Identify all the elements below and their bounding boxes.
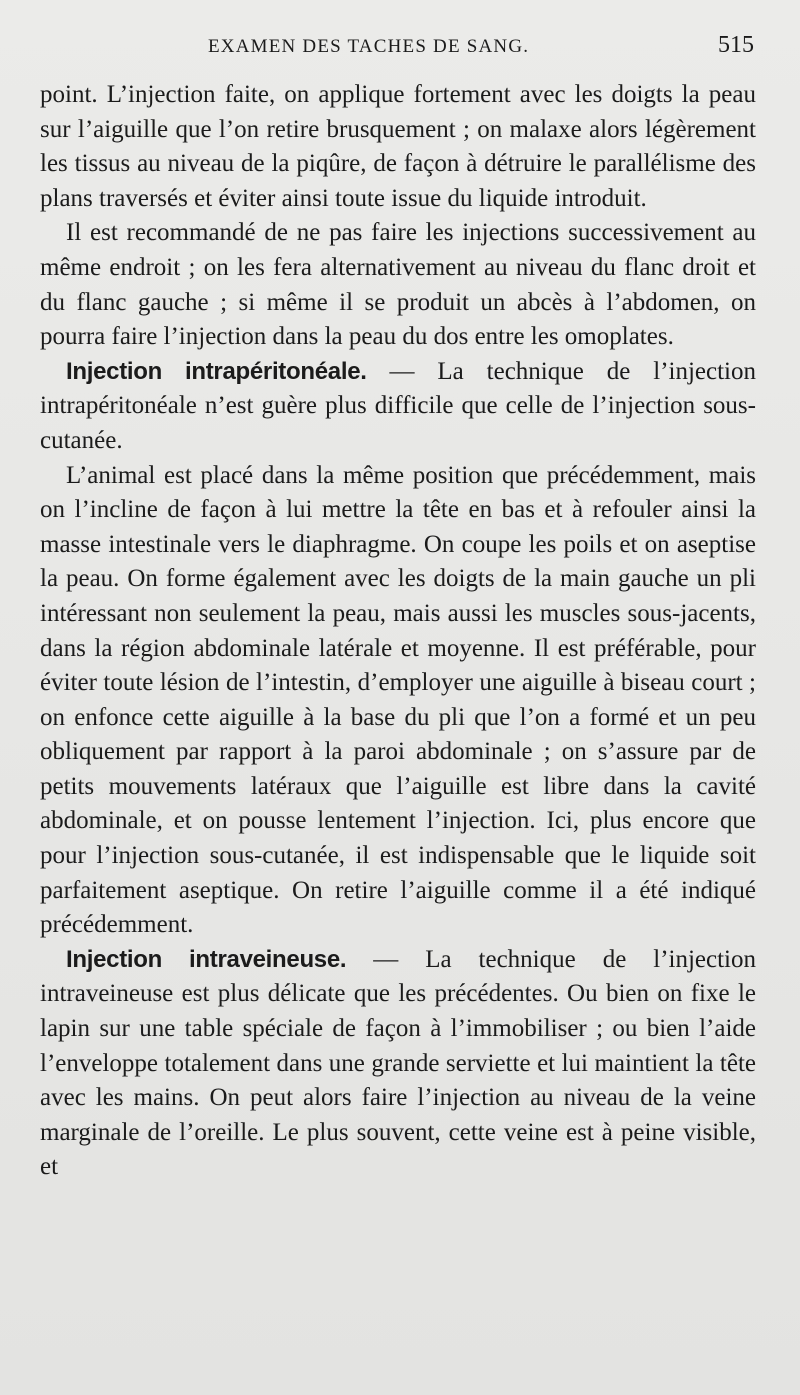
page-number: 515 (718, 32, 754, 58)
paragraph-text: — La technique de l’injection intraveineuse est plus délicate que les précédentes. Ou bien on fixe le lapin sur une table spéciale de façon à l’immobiliser ; ou bien l’aide l’enveloppe totalement dans une grande serviette et lui maintient la tête avec les mains. On peut alors faire l’injection au niveau de la veine marginale de l’oreille. Le plus souvent, cette veine est à peine visible, et (40, 945, 756, 1181)
section-heading-intraperitoneal: Injection intrapéritonéale. (66, 357, 367, 385)
paragraph-text: Il est recommandé de ne pas faire les injections successivement au même endroit ; on les fera alternativement au niveau du flanc droit et du flanc gauche ; si même il se produit un abcès à l’abdomen, on pourra faire l’injection dans la peau du dos entre les omoplates. (40, 219, 756, 351)
paragraph-procedure (40, 459, 756, 943)
paragraph-text: — La technique de l’injection intrapéritonéale n’est guère plus difficile que celle de l’injection sous-cutanée. (40, 357, 756, 454)
paragraph-injection-sites (40, 216, 756, 354)
paragraph-text: L’animal est placé dans la même position que précédemment, mais on l’incline de façon à lui mettre la tête en bas et à refouler ainsi la masse intestinale vers le diaphragme. On coupe les poils et on aseptise la peau. On forme également avec les doigts de la main gauche un pli intéressant non seulement la peau, mais aussi les muscles sous-jacents, dans la région abdominale latérale et moyenne. Il est préférable, pour éviter toute lésion de l’intestin, d’employer une aiguille à biseau court ; on enfonce cette aiguille à la base du pli que l’on a formé et un peu obliquement par rapport à la paroi abdominale ; on s’assure par de petits mouvements latéraux que l’aiguille est libre dans la cavité abdominale, et on pousse lentement l’injection. Ici, plus encore que pour l’injection sous-cutanée, il est indispensable que le liquide soit parfaitement aseptique. On retire l’aiguille comme il a été indiqué précédemment. (40, 461, 756, 939)
paragraph-intravenous (40, 943, 756, 1185)
running-head: EXAMEN DES TACHES DE SANG. (208, 36, 530, 57)
section-heading-intravenous: Injection intraveineuse. (66, 945, 347, 973)
paragraph-intraperitoneal (40, 355, 756, 459)
body-text (40, 78, 756, 1185)
paragraph-text: point. L’injection faite, on applique fortement avec les doigts la peau sur l’aiguille que l’on retire brusquement ; on malaxe alors légèrement les tissus au niveau de la piqûre, de façon à détruire le parallélisme des plans traversés et éviter ainsi toute issue du liquide introduit. (40, 81, 756, 212)
paragraph-continuation (40, 78, 756, 216)
page-header (0, 30, 800, 66)
